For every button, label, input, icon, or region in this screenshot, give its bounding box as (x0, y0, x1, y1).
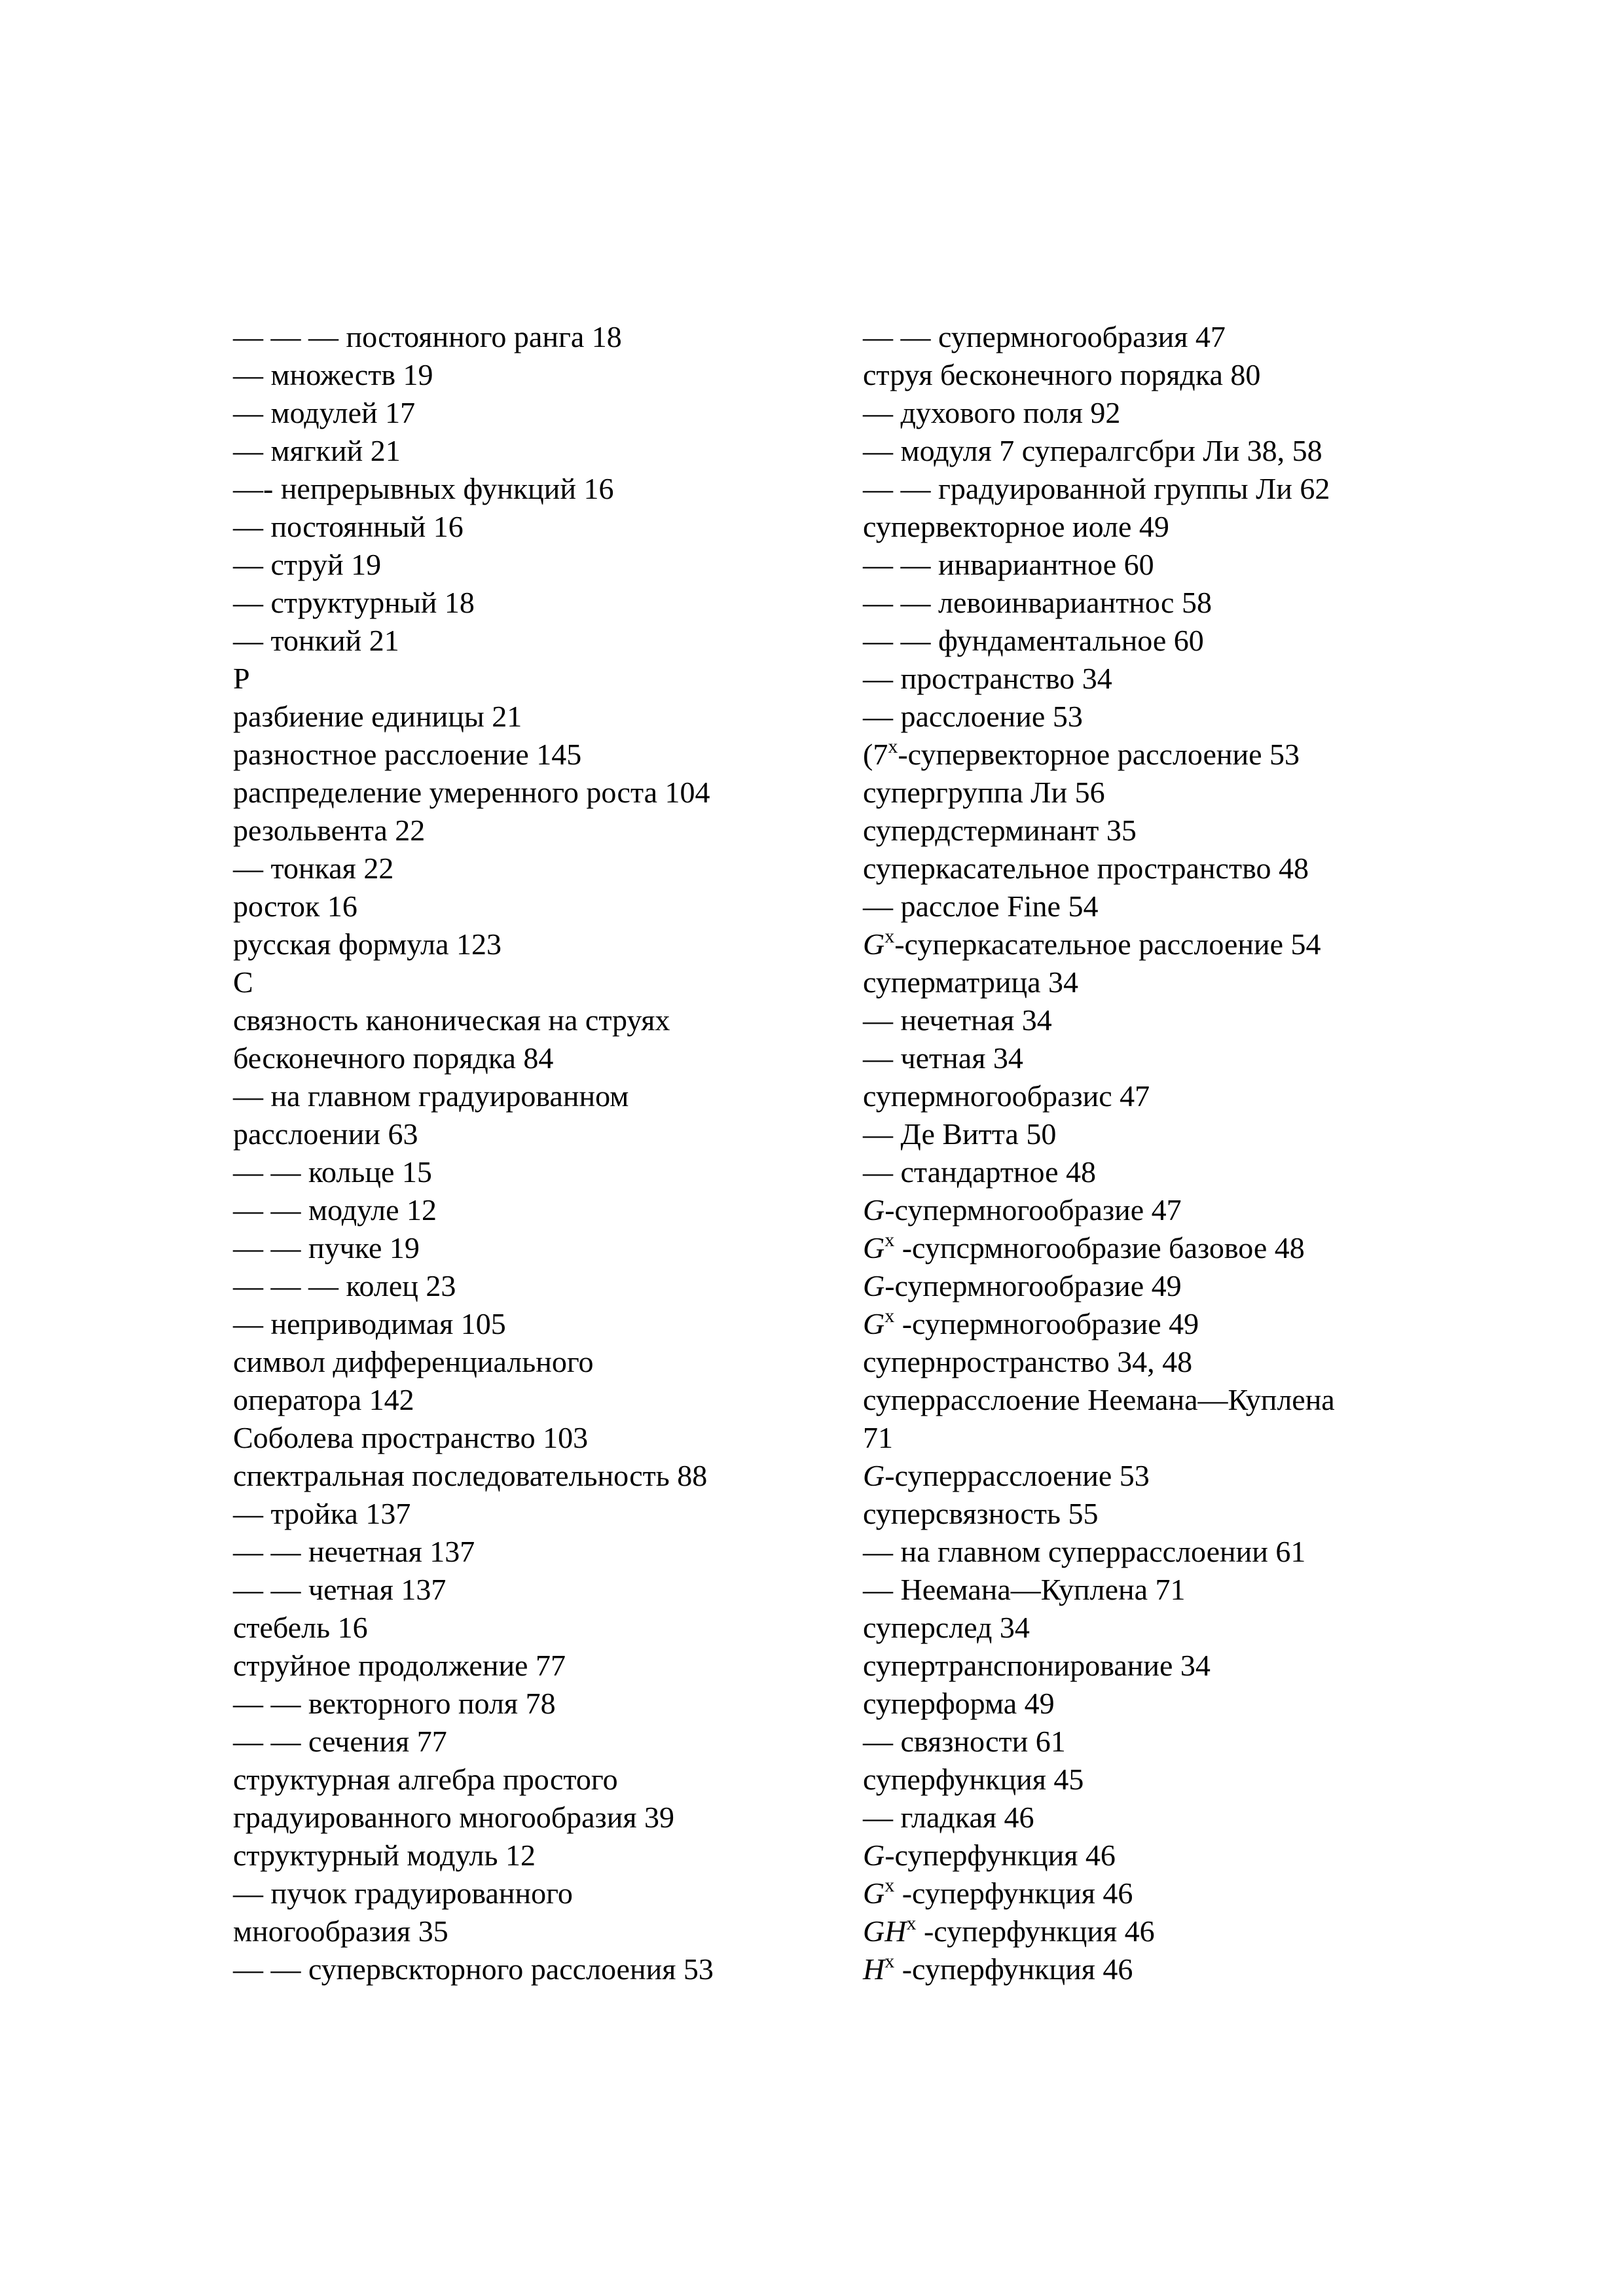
index-entry: суперрасслоение Неемана—Куплена (863, 1383, 1335, 1416)
index-entry: расслоении 63 (233, 1117, 418, 1151)
index-column-right (863, 318, 1452, 1988)
index-entry: связность каноническая на струях (233, 1003, 670, 1037)
index-entry: — струй 19 (233, 548, 382, 581)
index-entry: 71 (863, 1421, 893, 1454)
index-entry: — духового поля 92 (863, 396, 1121, 429)
index-entry: распределение умеренного роста 104 (233, 776, 710, 809)
entry-text: -супермногообразие 47 (884, 1193, 1182, 1227)
index-entry: — тройка 137 (233, 1497, 411, 1530)
index-entry: — постоянный 16 (233, 510, 464, 543)
index-entry: Соболева пространство 103 (233, 1421, 589, 1454)
index-entry: С (233, 965, 253, 999)
index-entry: — — модуле 12 (233, 1193, 437, 1227)
entry-text: -суперфункция 46 (884, 1839, 1116, 1872)
index-entry: супервекторное иоле 49 (863, 510, 1169, 543)
index-entry (863, 925, 1452, 963)
index-entry: — — супервскторного расслоения 53 (233, 1952, 714, 1986)
index-entry (863, 1267, 1452, 1305)
index-entry: — — кольце 15 (233, 1155, 432, 1189)
index-entry: супердстерминант 35 (863, 814, 1137, 847)
index-entry: —- непрерывных функций 16 (233, 472, 614, 505)
index-entry: — нечетная 34 (863, 1003, 1052, 1037)
entry-superscript: x (884, 1874, 895, 1896)
entry-superscript: x (884, 1229, 895, 1251)
entry-symbol: GH (863, 1914, 907, 1948)
entry-symbol: G (863, 1269, 885, 1302)
index-entry: русская формула 123 (233, 927, 502, 961)
index-entry: резольвента 22 (233, 814, 426, 847)
index-entry: супергруппа Ли 56 (863, 776, 1105, 809)
index-entry: оператора 142 (233, 1383, 414, 1416)
index-entry (863, 1837, 1452, 1874)
index-entry: — расслое Fine 54 (863, 889, 1099, 923)
index-column-left (233, 318, 822, 1988)
index-entry: — — нечетная 137 (233, 1535, 475, 1568)
index-entry (863, 1874, 1452, 1912)
entry-text: -суперрасслоение 53 (884, 1459, 1150, 1492)
index-entry: — — — постоянного ранга 18 (233, 320, 622, 353)
entry-text: -суперкасательное расслоение 54 (894, 927, 1321, 961)
entry-text: -суперфункция 46 (894, 1952, 1133, 1986)
index-entry: струйное продолжение 77 (233, 1649, 566, 1682)
index-entry: спектральная последовательность 88 (233, 1459, 708, 1492)
index-entry: градуированного многообразия 39 (233, 1801, 675, 1834)
index-entry: — расслоение 53 (863, 700, 1083, 733)
entry-superscript: x (906, 1912, 917, 1934)
index-entry: — тонкая 22 (233, 852, 394, 885)
index-entry: — — векторного поля 78 (233, 1687, 556, 1720)
index-entry (863, 1950, 1452, 1988)
index-entry: структурный модуль 12 (233, 1839, 536, 1872)
index-entry: — — инвариантное 60 (863, 548, 1154, 581)
index-entry: бесконечного порядка 84 (233, 1041, 554, 1075)
index-entry (863, 1912, 1452, 1950)
index-entry (863, 1229, 1452, 1267)
index-entry: — — — колец 23 (233, 1269, 456, 1302)
entry-symbol: H (863, 1952, 885, 1986)
index-entry: — модуля 7 суперaлгсбри Ли 38, 58 (863, 434, 1322, 467)
index-entry (863, 1305, 1452, 1343)
index-entry: — — сечения 77 (233, 1725, 447, 1758)
index-entry: супермногообразис 47 (863, 1079, 1150, 1113)
index-entry: — — левоинвариантнос 58 (863, 586, 1212, 619)
index-entry: — — градуированной группы Ли 62 (863, 472, 1330, 505)
index-entry: суперформа 49 (863, 1687, 1055, 1720)
entry-text: -суперфункция 46 (894, 1876, 1133, 1910)
index-entry: — стандартное 48 (863, 1155, 1097, 1189)
index-entry: струя бесконечного порядка 80 (863, 358, 1261, 391)
entry-text: -супермногообразие 49 (894, 1307, 1199, 1340)
entry-text: -супервекторное расслоение 53 (898, 738, 1300, 771)
index-entry: — — фундаментальное 60 (863, 624, 1204, 657)
index-entry (863, 1191, 1452, 1229)
entry-text: -суперфункция 46 (916, 1914, 1155, 1948)
entry-symbol: G (863, 1876, 885, 1910)
entry-symbol: G (863, 1459, 885, 1492)
index-entry: символ дифференциального (233, 1345, 594, 1378)
index-entry (863, 1457, 1452, 1495)
index-entry: — пучок градуированного (233, 1876, 573, 1910)
index-entry: — на главном суперрасслоении 61 (863, 1535, 1306, 1568)
index-entry: — — супермногообразия 47 (863, 320, 1226, 353)
index-entry: стебель 16 (233, 1611, 368, 1644)
index-entry: — Неемана—Куплена 71 (863, 1573, 1186, 1606)
index-entry: Р (233, 662, 250, 695)
entry-symbol: G (863, 1307, 885, 1340)
index-entry: — мягкий 21 (233, 434, 401, 467)
index-entry: — модулей 17 (233, 396, 416, 429)
entry-text: -супсрмногообразие базовое 48 (894, 1231, 1305, 1265)
entry-superscript: x (884, 925, 895, 947)
entry-superscript: x (888, 736, 898, 757)
index-entry: суперслед 34 (863, 1611, 1030, 1644)
entry-symbol: G (863, 1231, 885, 1265)
index-entry: суперматрица 34 (863, 965, 1078, 999)
entry-text: -супермногообразие 49 (884, 1269, 1182, 1302)
index-entry: — пространство 34 (863, 662, 1112, 695)
index-entry: многообразия 35 (233, 1914, 448, 1948)
index-entry: разбиение единицы 21 (233, 700, 522, 733)
index-entry: — на главном градуированном (233, 1079, 629, 1113)
index-entry: — четная 34 (863, 1041, 1023, 1075)
index-entry: — связности 61 (863, 1725, 1066, 1758)
index-entry (863, 736, 1452, 774)
index-entry: суперсвязность 55 (863, 1497, 1099, 1530)
index-entry: разностное расслоение 145 (233, 738, 582, 771)
index-entry: суперфункция 45 (863, 1763, 1084, 1796)
entry-prefix: (7 (863, 738, 888, 771)
index-entry: суперкасательное пространство 48 (863, 852, 1309, 885)
index-entry: — гладкая 46 (863, 1801, 1034, 1834)
index-entry: — множеств 19 (233, 358, 433, 391)
entry-symbol: G (863, 1193, 885, 1227)
index-entry: росток 16 (233, 889, 357, 923)
index-entry: — тонкий 21 (233, 624, 399, 657)
entry-symbol: G (863, 927, 885, 961)
index-entry: структурная алгебра простого (233, 1763, 618, 1796)
index-entry: — структурный 18 (233, 586, 475, 619)
index-entry: супертранспонирование 34 (863, 1649, 1211, 1682)
index-entry: — — четная 137 (233, 1573, 447, 1606)
index-entry: — неприводимая 105 (233, 1307, 506, 1340)
index-entry: супернространство 34, 48 (863, 1345, 1193, 1378)
entry-symbol: G (863, 1839, 885, 1872)
index-entry: — Де Витта 50 (863, 1117, 1057, 1151)
index-entry: — — пучке 19 (233, 1231, 420, 1265)
entry-superscript: x (884, 1950, 895, 1972)
entry-superscript: x (884, 1305, 895, 1327)
